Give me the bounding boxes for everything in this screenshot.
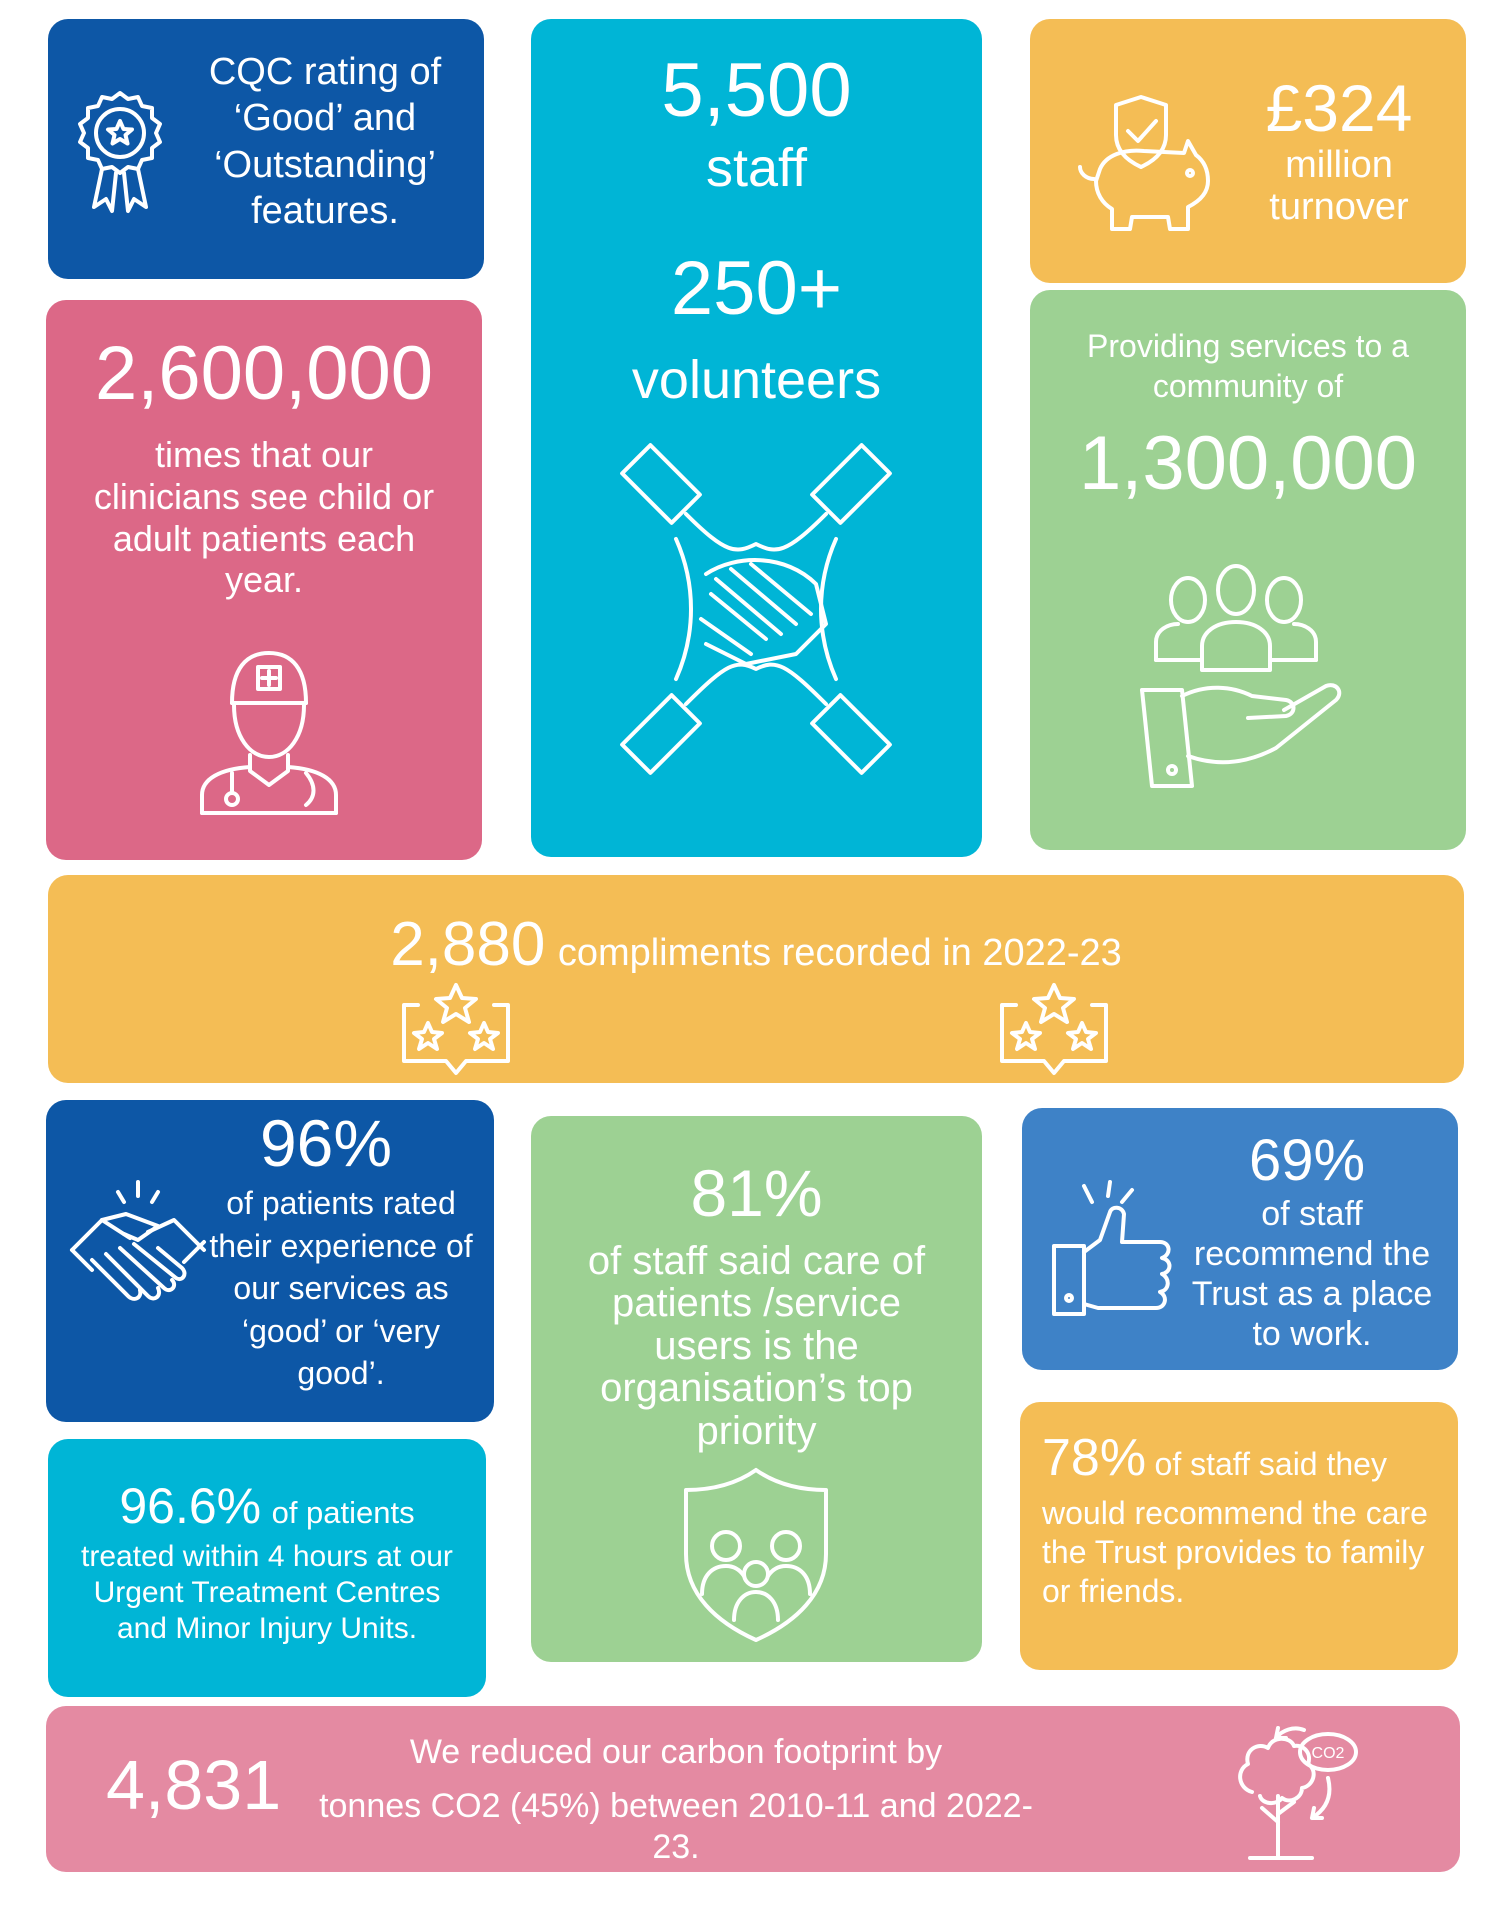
- recommend-care-first-line: [1042, 1428, 1452, 1488]
- family-shield-icon: [656, 1464, 856, 1644]
- volunteers-label: volunteers: [631, 350, 882, 410]
- recommend-care-text: would recommend the care the Trust provides to family or friends.: [1042, 1495, 1428, 1610]
- recommend-work-tile: [1022, 1108, 1458, 1370]
- piggy-bank-shield-icon: [1066, 89, 1216, 239]
- urgent-treatment-first-line: [48, 1477, 486, 1535]
- clinicians-tile: [46, 300, 482, 860]
- compliments-line: [48, 909, 1464, 980]
- urgent-treatment-number: 96.6%: [119, 1478, 262, 1534]
- patient-rating-tile: [46, 1100, 494, 1422]
- star-rating-icon: [998, 983, 1110, 1083]
- carbon-number: 4,831: [106, 1746, 282, 1824]
- care-priority-number: 81%: [690, 1156, 823, 1230]
- compliments-number: 2,880: [390, 910, 546, 979]
- care-priority-tile: [531, 1116, 982, 1662]
- award-rosette-icon: [70, 89, 170, 219]
- clinicians-number: 2,600,000: [94, 331, 434, 416]
- handshake-icon: [68, 1170, 208, 1320]
- tree-co2-icon: [1232, 1722, 1362, 1862]
- cqc-rating-text: CQC rating of ‘Good’ and ‘Outstanding’ features.: [208, 51, 442, 233]
- community-intro: Providing services to a community of: [1087, 328, 1409, 404]
- stacked-hands-icon: [586, 444, 926, 774]
- turnover-amount: £324: [1265, 71, 1413, 145]
- turnover-tile: [1030, 19, 1466, 283]
- patient-rating-number: 96%: [259, 1106, 393, 1180]
- cqc-rating-tile: [48, 19, 484, 279]
- volunteers-number: 250+: [670, 246, 843, 331]
- people-in-hand-icon: [1136, 560, 1376, 800]
- community-tile: [1030, 290, 1466, 850]
- carbon-banner: [46, 1706, 1460, 1872]
- care-priority-text: of staff said care of patients /service users is the organisation’s top priority: [587, 1239, 926, 1453]
- staff-label: staff: [705, 138, 808, 198]
- urgent-treatment-inline: of patients: [271, 1495, 415, 1530]
- compliments-banner: [48, 875, 1464, 1083]
- recommend-work-text: of staff recommend the Trust as a place to work.: [1191, 1195, 1433, 1354]
- star-rating-icon: [400, 983, 512, 1083]
- clinicians-text: times that our clinicians see child or adult patients each year.: [93, 434, 435, 601]
- patient-rating-text: of patients rated their experience of our services as ‘good’ or ‘very good’.: [209, 1185, 473, 1392]
- recommend-care-inline: of staff said they: [1154, 1446, 1387, 1482]
- urgent-treatment-tile: [48, 1439, 486, 1697]
- community-number: 1,300,000: [1078, 421, 1418, 506]
- turnover-label: million turnover: [1269, 144, 1409, 228]
- staff-number: 5,500: [661, 48, 852, 133]
- carbon-line1: We reduced our carbon footprint by: [409, 1733, 943, 1771]
- recommend-work-number: 69%: [1248, 1128, 1366, 1193]
- staff-volunteers-tile: [531, 19, 982, 857]
- doctor-icon: [194, 645, 344, 815]
- thumbs-up-icon: [1048, 1180, 1178, 1320]
- recommend-care-number: 78%: [1042, 1429, 1147, 1487]
- compliments-text: compliments recorded in 2022-23: [557, 932, 1122, 974]
- recommend-care-tile: [1020, 1402, 1458, 1670]
- carbon-line2: tonnes CO2 (45%) between 2010-11 and 2022-23.: [319, 1787, 1033, 1867]
- urgent-treatment-text: treated within 4 hours at our Urgent Treatment Centres and Minor Injury Units.: [81, 1540, 453, 1645]
- co2-label: CO2: [1311, 1745, 1345, 1762]
